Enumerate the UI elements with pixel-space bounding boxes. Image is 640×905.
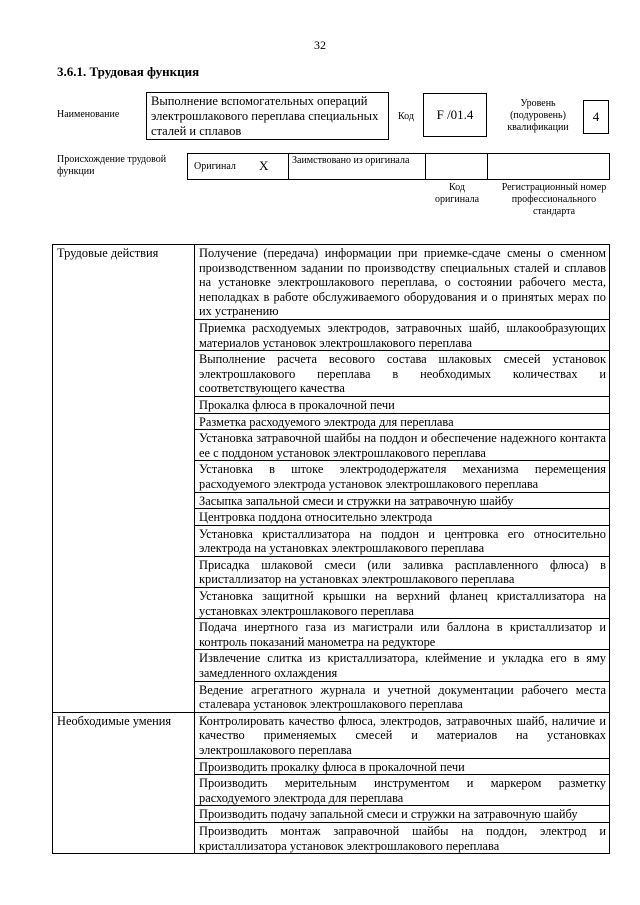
code-value: F /01.4: [436, 107, 474, 122]
table-cell-item: Установка затравочной шайбы на поддон и обеспечение надежного контакта ее с поддоном установок электрошлакового переплава: [195, 430, 610, 461]
table-cell-item: Производить прокалку флюса в прокалочной печи: [195, 758, 610, 775]
code-box: [423, 93, 487, 137]
table-cell-item: Центровка поддона относительно электрода: [195, 509, 610, 526]
origin-divider-1: [288, 153, 289, 180]
code-label: Код: [398, 111, 414, 122]
table-row: [53, 712, 610, 758]
table-cell-item: Ведение агрегатного журнала и учетной документации рабочего места сталевара установок электрошлакового переплава: [195, 681, 610, 712]
borrowed-label: Заимствовано из оригинала: [292, 155, 410, 166]
origin-divider-2: [425, 153, 426, 180]
table-cell-item: Выполнение расчета весового состава шлаковых смесей установок электрошлакового переплава в необходимых количествах и соответствующего качества: [195, 351, 610, 397]
table-cell-item: Установка защитной крышки на верхний фланец кристаллизатора на установках электрошлакового переплава: [195, 588, 610, 619]
function-name-box: [146, 92, 389, 140]
table-row: [53, 245, 610, 320]
section-title: 3.6.1. Трудовая функция: [57, 64, 200, 79]
level-label: Уровень (подуровень) квалификации: [507, 98, 569, 133]
page-number: 32: [314, 38, 326, 52]
origin-label: Происхождение трудовой функции: [57, 154, 167, 177]
name-label: Наименование: [57, 109, 120, 120]
table-cell-item: Производить подачу запальной смеси и стружки на затравочную шайбу: [195, 806, 610, 823]
table-cell-item: Прокалка флюса в прокалочной печи: [195, 396, 610, 413]
level-value: 4: [592, 109, 600, 124]
table-cell-item: Установка в штоке электрододержателя механизма перемещения расходуемого электрода установок электрошлакового переплава: [195, 461, 610, 492]
table-cell-item: Получение (передача) информации при приемке-сдаче смены о сменном производственном задании по производству специальных сталей и сплавов на установке электрошлакового переплава, о состоянии рабочего места, неполадках в работе обслуживаемого оборудования и о принятых мерах по их устранению: [195, 245, 610, 320]
table-body: [53, 245, 610, 854]
section-title-cell: Необходимые умения: [53, 712, 195, 853]
table-cell-item: Разметка расходуемого электрода для переплава: [195, 413, 610, 430]
table-cell-item: Производить мерительным инструментом и маркером разметку расходуемого электрода для переплава: [195, 775, 610, 806]
section-title-cell: Трудовые действия: [53, 245, 195, 713]
original-mark: X: [259, 158, 269, 173]
table-cell-item: Контролировать качество флюса, электродов, затравочных шайб, наличие и качество применяемых смесей и материалов на установках электрошлакового переплава: [195, 712, 610, 758]
level-box: [583, 100, 609, 134]
table-cell-item: Приемка расходуемых электродов, затравочных шайб, шлакообразующих материалов установок электрошлакового переплава: [195, 319, 610, 350]
labor-function-table: [52, 244, 610, 854]
table-cell-item: Подача инертного газа из магистрали или баллона в кристаллизатор и контроль показаний манометра на редукторе: [195, 619, 610, 650]
reg-number-label: Регистрационный номер профессионального стандарта: [501, 182, 607, 217]
function-name-value: Выполнение вспомогательных операций электрошлакового переплава специальных сталей и сплавов: [151, 94, 379, 138]
code-original-label: Код оригинала: [434, 182, 480, 205]
table-cell-item: Присадка шлаковой смеси (или заливка расплавленного флюса) в кристаллизатор на установках электрошлакового переплава: [195, 556, 610, 587]
table-cell-item: Извлечение слитка из кристаллизатора, клеймение и укладка его в яму замедленного охлаждения: [195, 650, 610, 681]
table-cell-item: Засыпка запальной смеси и стружки на затравочную шайбу: [195, 492, 610, 509]
original-label: Оригинал: [194, 161, 236, 172]
table-cell-item: Производить монтаж заправочной шайбы на поддон, электрод и кристаллизатора установок электрошлакового переплава: [195, 822, 610, 853]
origin-divider-3: [487, 153, 488, 180]
table-cell-item: Установка кристаллизатора на поддон и центровка его относительно электрода на установках электрошлакового переплава: [195, 525, 610, 556]
